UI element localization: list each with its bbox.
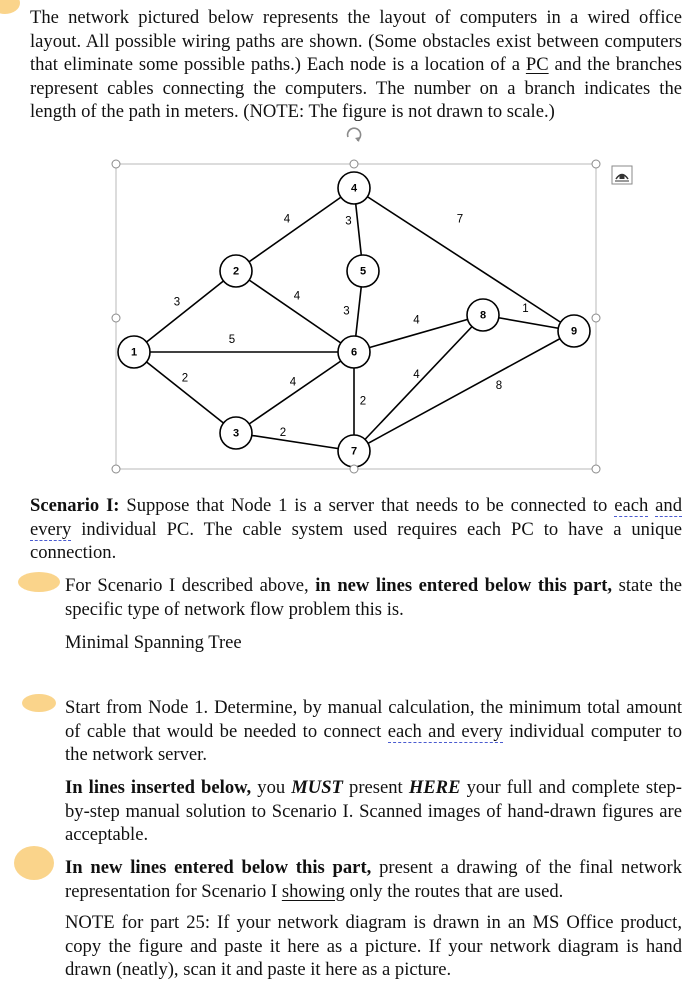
resize-handle[interactable] (592, 465, 600, 473)
node-3 (220, 417, 252, 449)
node-label: 6 (350, 346, 358, 359)
node-label: 2 (232, 265, 240, 278)
note-paragraph: NOTE for part 25: If your network diagram is drawn in an MS Office product, copy the figure and paste it here as a picture. If your network diagram is hand drawn (neatly), scan it and paste it here as a picture. (65, 912, 682, 980)
edge-length-2-4: 4 (283, 213, 291, 226)
edge-length-7-9: 8 (495, 380, 503, 392)
resize-handle[interactable] (112, 160, 120, 168)
network-diagram (0, 0, 692, 490)
resize-handle[interactable] (592, 314, 600, 322)
edge-1-2 (134, 271, 236, 352)
highlight-blob (18, 572, 60, 592)
edge-2-4 (236, 188, 354, 271)
edge-1-3 (134, 352, 236, 433)
edge-length-3-7: 2 (279, 427, 287, 439)
part1-answer: Minimal Spanning Tree (65, 632, 242, 653)
node-6 (338, 336, 370, 368)
and-every-term: and every (30, 495, 682, 540)
edge-length-4-9: 7 (456, 213, 464, 226)
edge-length-1-2: 3 (173, 296, 181, 309)
pc-term: PC (525, 54, 549, 75)
edge-length-8-9: 1 (522, 303, 529, 315)
edge-7-8 (354, 315, 483, 451)
edge-3-7 (236, 433, 354, 451)
node-8 (467, 299, 499, 331)
scenario-paragraph: Scenario I: Suppose that Node 1 is a server that needs to be connected to each and every individual PC. The cable system used requires each PC to have a unique connection. (30, 495, 682, 563)
node-label: 5 (359, 265, 367, 278)
showing-term: showing (281, 880, 345, 902)
edge-length-3-6: 4 (289, 376, 297, 389)
resize-handle[interactable] (592, 160, 600, 168)
edge-length-6-8: 4 (413, 314, 420, 327)
node-7 (338, 435, 370, 467)
part2-question: Start from Node 1. Determine, by manual calculation, the minimum total amount of cable that would be needed to connect each and every individual computer to the network server. (65, 697, 683, 765)
node-label: 3 (232, 427, 240, 440)
part4-question: In new lines entered below this part, present a drawing of the final network representation for Scenario I showing only the routes that are used. (65, 857, 682, 902)
edge-7-9 (354, 331, 574, 451)
resize-handle[interactable] (112, 465, 120, 473)
node-label: 7 (350, 445, 358, 458)
edge-3-6 (236, 352, 354, 433)
resize-handle[interactable] (112, 314, 120, 322)
edge-length-5-6: 3 (343, 305, 350, 318)
edge-length-1-6: 5 (228, 334, 236, 346)
node-2 (220, 255, 252, 287)
node-label: 1 (130, 346, 138, 359)
resize-handle[interactable] (350, 160, 358, 168)
node-label: 8 (479, 309, 487, 322)
highlight-blob (22, 694, 56, 712)
node-5 (347, 255, 379, 287)
resize-handle[interactable] (350, 465, 358, 473)
part1-question: For Scenario I described above, in new lines entered below this part, state the specific type of network flow problem this is. (65, 575, 682, 620)
each-and-every-term: each and every (387, 720, 503, 742)
edge-length-4-5: 3 (345, 215, 352, 228)
intro-paragraph: The network pictured below represents the layout of computers in a wired office layout. All possible wiring paths are shown. (Some obstacles exist between computers that eliminate some possible paths.) Each node is a location of a PC and the branches represent cables connecting the computers. The number on a branch indicates the length of the path in meters. (NOTE: The figure is not drawn to scale.) (30, 7, 682, 122)
node-1 (118, 336, 150, 368)
edge-length-7-8: 4 (413, 369, 420, 381)
edge-length-2-6: 4 (293, 290, 301, 303)
highlight-blob (14, 846, 54, 880)
rotate-handle-icon[interactable] (348, 128, 361, 142)
node-9 (558, 315, 590, 347)
edge-2-6 (236, 271, 354, 352)
edge-4-9 (354, 188, 574, 331)
each-term: each (614, 495, 649, 516)
node-4 (338, 172, 370, 204)
node-label: 9 (570, 325, 578, 338)
node-label: 4 (350, 182, 358, 195)
edge-length-1-3: 2 (181, 372, 189, 385)
part3-instruction: In lines inserted below, you MUST present HERE your full and complete step-by-step manual solution to Scenario I. Scanned images of hand-drawn figures are acceptable. (65, 777, 682, 845)
edge-length-6-7: 2 (359, 395, 367, 408)
layout-options-icon[interactable] (612, 166, 632, 184)
